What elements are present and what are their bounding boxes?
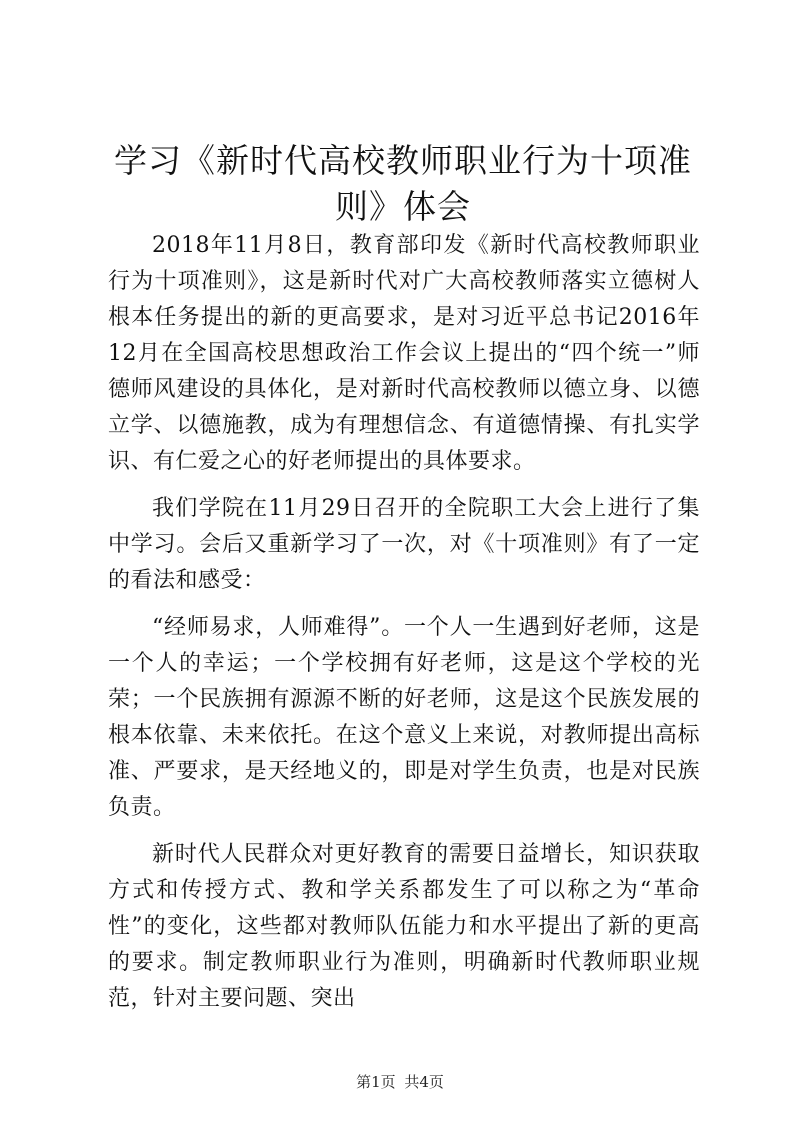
document-body	[108, 228, 700, 1028]
paragraph-2: 我们学院在11月29日召开的全院职工大会上进行了集中学习。会后又重新学习了一次，对《十项准则》有了一定的看法和感受：	[108, 496, 700, 593]
paragraph-4: 新时代人民群众对更好教育的需要日益增长，知识获取方式和传授方式、教和学关系都发生了可以称之为“革命性”的变化，这些都对教师队伍能力和水平提出了新的更高的要求。制定教师职业行为准则，明确新时代教师职业规范，针对主要问题、突出	[108, 842, 700, 1011]
document-title: 学习《新时代高校教师职业行为十项准则》体会	[114, 141, 692, 226]
paragraph-3: “经师易求，人师难得”。一个人一生遇到好老师，这是一个人的幸运；一个学校拥有好老师，这是这个学校的光荣；一个民族拥有源源不断的好老师，这是这个民族发展的根本依靠、未来依托。在这个意义上来说，对教师提出高标准、严要求，是天经地义的，即是对学生负责，也是对民族负责。	[108, 615, 700, 820]
page-number: 第1页	[356, 1073, 396, 1091]
paragraph-1: 2018年11月8日，教育部印发《新时代高校教师职业行为十项准则》，这是新时代对广大高校教师落实立德树人根本任务提出的新的更高要求，是对习近平总书记2016年12月在全国高校思想政治工作会议上提出的“四个统一”师德师风建设的具体化，是对新时代高校教师以德立身、以德立学、以德施教，成为有理想信念、有道德情操、有扎实学识、有仁爱之心的好老师提出的具体要求。	[108, 233, 700, 474]
page-footer	[0, 1071, 800, 1092]
total-pages: 共4页	[404, 1073, 444, 1091]
